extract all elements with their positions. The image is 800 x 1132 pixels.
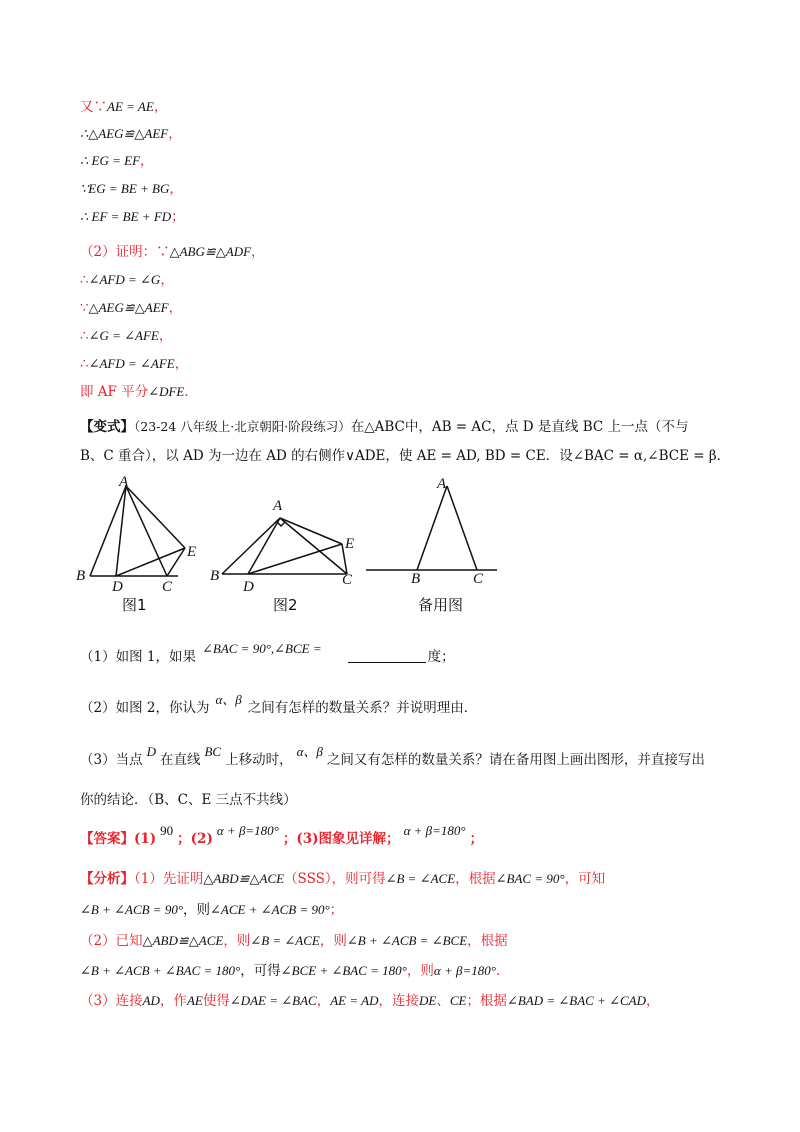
proof-line: ∴∠AFD = ∠G，: [80, 272, 174, 288]
figure-caption-1: 图1: [122, 596, 147, 614]
figure-2: [222, 518, 347, 574]
question-3: （3）当点D在直线BC上移动时，α、β之间又有怎样的数量关系？请在备用图上画出图形，并直接写出: [80, 744, 705, 768]
figure-caption-spare: 备用图: [418, 596, 464, 614]
proof-line: ∴∠G = ∠AFE，: [80, 328, 173, 344]
analysis-line-1: 【分析】（1）先证明△ABD≌△ACE（SSS），则可得∠B = ∠ACE，根据∠BAC = 90°，可知: [80, 871, 606, 887]
answer-blank: [348, 649, 426, 663]
proof-line: ∵EG = BE + BG，: [80, 181, 183, 197]
analysis-line-5: （3）连接AD，作AE使得∠DAE = ∠BAC，AE = AD，连接DE、CE；根据∠BAD = ∠BAC + ∠CAD，: [80, 993, 660, 1009]
question-1: （1）如图 1，如果∠BAC = 90°,∠BCE =度；: [80, 641, 455, 665]
proof-line: ∴∠AFD = ∠AFE，: [80, 356, 189, 372]
figures-svg: [70, 470, 520, 595]
answer-line: 【答案】(1)90；(2)α + β=180°；(3)图象见详解；α + β=180°；: [80, 823, 484, 847]
analysis-line-4: ∠B + ∠ACB + ∠BAC = 180°，可得∠BCE + ∠BAC = 180°，则α + β=180°．: [80, 963, 510, 979]
spare-label-c: C: [473, 571, 484, 587]
proof-line: ∵△AEG≌△AEF，: [80, 300, 183, 316]
analysis-line-2: ∠B + ∠ACB = 90°，则∠ACE + ∠ACB = 90°；: [80, 902, 344, 918]
fig2-label-b: B: [210, 568, 220, 584]
variant-line-2: B、C 重合），以 AD 为一边在 AD 的右侧作∨ADE，使 AE = AD, BD = CE．设∠BAC = α,∠BCE = β．: [80, 448, 731, 464]
fig1-label-b: B: [76, 568, 86, 584]
proof-line: （2）证明：∵△ABG≌△ADF，: [80, 244, 265, 260]
proof-line: ∴ EG = EF，: [80, 153, 154, 169]
figure-1: [90, 486, 185, 576]
fig1-label-a: A: [119, 474, 129, 490]
figure-caption-2: 图2: [273, 596, 298, 614]
fig2-label-c: C: [342, 572, 353, 588]
fig1-label-c: C: [162, 579, 173, 595]
spare-label-a: A: [437, 476, 447, 492]
analysis-line-3: （2）已知△ABD≌△ACE，则∠B = ∠ACE，则∠B + ∠ACB = ∠BCE，根据: [80, 933, 508, 949]
question-2: （2）如图 2，你认为α、β之间有怎样的数量关系？并说明理由．: [80, 692, 478, 716]
proof-line: ∴△AEG≌△AEF，: [80, 126, 182, 142]
fig2-label-d: D: [243, 579, 254, 595]
proof-line: 又∵AE = AE，: [80, 99, 168, 115]
fig1-label-d: D: [112, 579, 123, 595]
figure-spare: [366, 486, 497, 570]
variant-line-1: 【变式】（23-24 八年级上·北京朝阳·阶段练习）在△ABC中，AB = AC，点 D 是直线 BC 上一点（不与: [80, 419, 689, 435]
fig1-label-e: E: [187, 544, 197, 560]
spare-label-b: B: [411, 571, 421, 587]
fig2-label-a: A: [273, 498, 283, 514]
fig2-label-e: E: [345, 536, 355, 552]
proof-line: 即 AF 平分∠DFE．: [80, 384, 198, 400]
question-3-line-2: 你的结论．（B、C、E 三点不共线）: [80, 792, 297, 808]
proof-line: ∴ EF = BE + FD；: [80, 209, 185, 225]
